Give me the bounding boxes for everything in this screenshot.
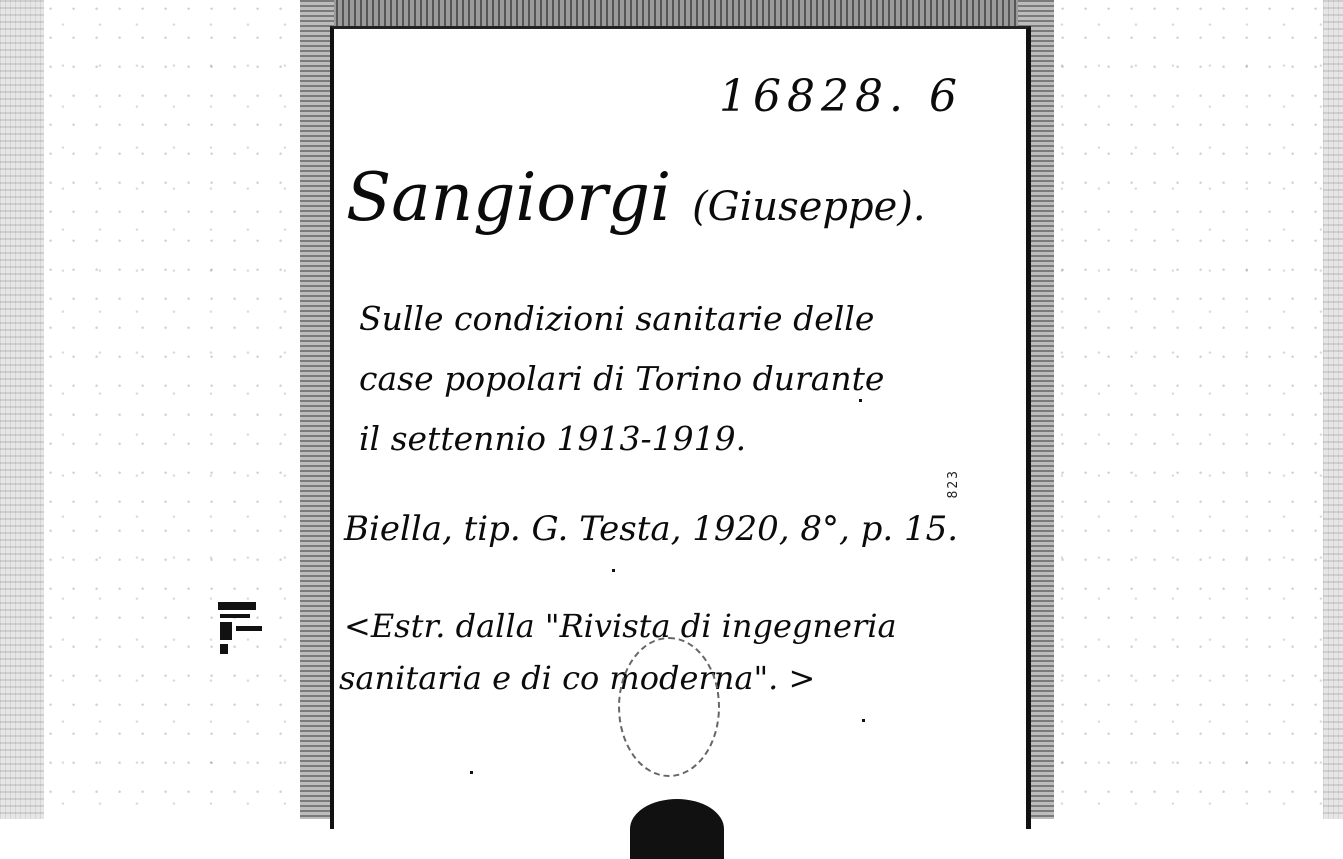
ink-dot: [862, 719, 865, 722]
ink-dot: [859, 399, 862, 402]
title-line-3: il settennio 1913-1919.: [359, 419, 747, 458]
left-scan-strip: [0, 0, 44, 819]
ink-dot: [612, 569, 615, 572]
ink-dot: [470, 771, 473, 774]
title-line-1: Sulle condizioni sanitarie delle: [359, 299, 875, 338]
punched-hole-outline: [618, 637, 720, 777]
title-line-2: case popolari di Torino durante: [359, 359, 885, 398]
extract-line-1: <Estr. dalla "Rivista di ingegneria: [344, 607, 897, 645]
right-scan-strip: [1323, 0, 1343, 819]
rod-hole-mark: [630, 799, 724, 859]
card-left-edge-strip: [300, 0, 334, 819]
side-shelf-number: 823: [946, 469, 961, 499]
margin-library-stamp: [216, 600, 268, 660]
catalog-card: [330, 26, 1031, 829]
author-name: [346, 159, 926, 236]
library-stamp-icon: [216, 600, 268, 660]
author-surname: Sangiorgi: [346, 159, 672, 236]
catalog-number: 16828. 6: [719, 71, 963, 122]
publication-line: Biella, tip. G. Testa, 1920, 8°, p. 15.: [344, 509, 959, 549]
author-given-name: (Giuseppe).: [692, 184, 926, 230]
extract-line-2: sanitaria e di co moderna". >: [339, 659, 816, 697]
